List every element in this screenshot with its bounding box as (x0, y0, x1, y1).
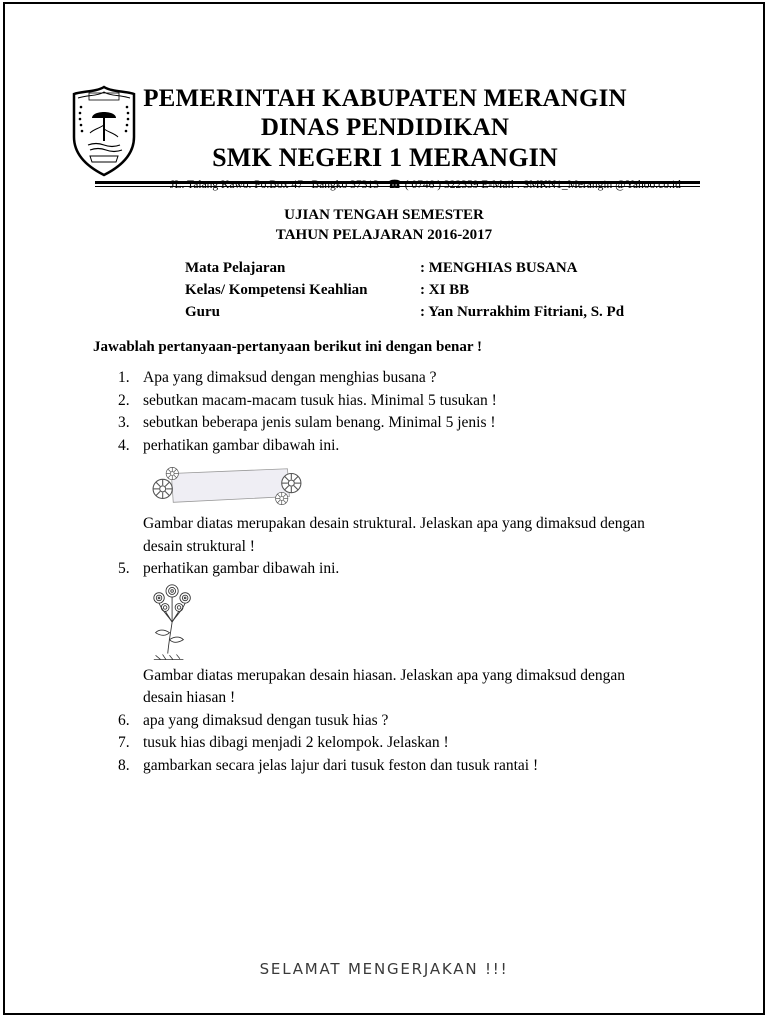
question-item-4 (118, 435, 666, 559)
meta-value: : Yan Nurrakhim Fitriani, S. Pd (420, 304, 625, 320)
figure-caption: Gambar diatas merupakan desain struktural. Jelaskan apa yang dimaksud dengan desain struktural ! (143, 515, 645, 555)
figure-caption: Gambar diatas merupakan desain hiasan. Jelaskan apa yang dimaksud dengan desain hiasan ! (143, 666, 626, 706)
exam-meta (185, 257, 624, 323)
exam-title (0, 205, 768, 245)
question-number: 5. (118, 560, 130, 577)
department-name: DINAS PENDIDIKAN (260, 114, 510, 141)
question-list (118, 367, 666, 777)
address-part2: ( 0746 ) 322359 E-Mail : SMKN1_Merangin @Yahoo.co.id (401, 179, 681, 191)
question-text: perhatikan gambar dibawah ini. (143, 436, 340, 454)
question-number: 2. (118, 391, 130, 409)
question-text: sebutkan beberapa jenis sulam benang. Minimal 5 jenis ! (143, 414, 496, 431)
letterhead (0, 84, 768, 191)
question-text: gambarkan secara jelas lajur dari tusuk feston dan tusuk rantai ! (143, 756, 539, 774)
government-name: PEMERINTAH KABUPATEN MERANGIN (143, 85, 627, 112)
question-number: 3. (118, 414, 130, 431)
question-text: apa yang dimaksud dengan tusuk hias ? (143, 711, 389, 729)
question-number: 4. (118, 436, 130, 454)
school-name: SMK NEGERI 1 MERANGIN (212, 143, 558, 172)
question-item-8 (118, 755, 666, 778)
question-text: Apa yang dimaksud dengan menghias busana ? (143, 369, 437, 386)
question-number: 1. (118, 369, 130, 386)
meta-label: Mata Pelajaran (185, 260, 286, 276)
question-text: perhatikan gambar dibawah ini. (143, 560, 340, 577)
question-item-1 (118, 367, 666, 390)
question-item-7 (118, 732, 666, 755)
footer-text: SELAMAT MENGERJAKAN !!! (259, 960, 509, 978)
meta-value: : XI BB (420, 282, 470, 298)
exam-title-line2: TAHUN PELAJARAN 2016-2017 (275, 227, 493, 243)
question-item-5 (118, 558, 666, 710)
structural-design-figure (143, 462, 666, 510)
kabupaten-merangin-logo-icon (68, 85, 140, 177)
phone-icon: ☎ (387, 179, 402, 191)
meta-label: Guru (185, 304, 221, 320)
decorative-design-figure (143, 584, 666, 664)
question-item-6 (118, 710, 666, 733)
letterhead-divider-rule (95, 181, 700, 187)
meta-value: : MENGHIAS BUSANA (420, 260, 578, 276)
question-number: 6. (118, 711, 130, 729)
meta-row-teacher (185, 301, 624, 323)
address-part1: JL. Talang Kawo. Po.Box 47 Bangko 37313 (170, 179, 388, 191)
question-number: 8. (118, 756, 130, 774)
meta-row-subject (185, 257, 624, 279)
question-text: sebutkan macam-macam tusuk hias. Minimal 5 tusukan ! (143, 391, 497, 409)
meta-row-class (185, 279, 624, 301)
meta-label: Kelas/ Kompetensi Keahlian (185, 282, 368, 298)
question-text: tusuk hias dibagi menjadi 2 kelompok. Jelaskan ! (143, 734, 449, 751)
instruction-text: Jawablah pertanyaan-pertanyaan berikut ini dengan benar ! (93, 339, 482, 355)
question-item-2 (118, 390, 666, 413)
question-item-3 (118, 412, 666, 435)
exam-title-line1: UJIAN TENGAH SEMESTER (284, 207, 484, 223)
question-number: 7. (118, 734, 130, 751)
